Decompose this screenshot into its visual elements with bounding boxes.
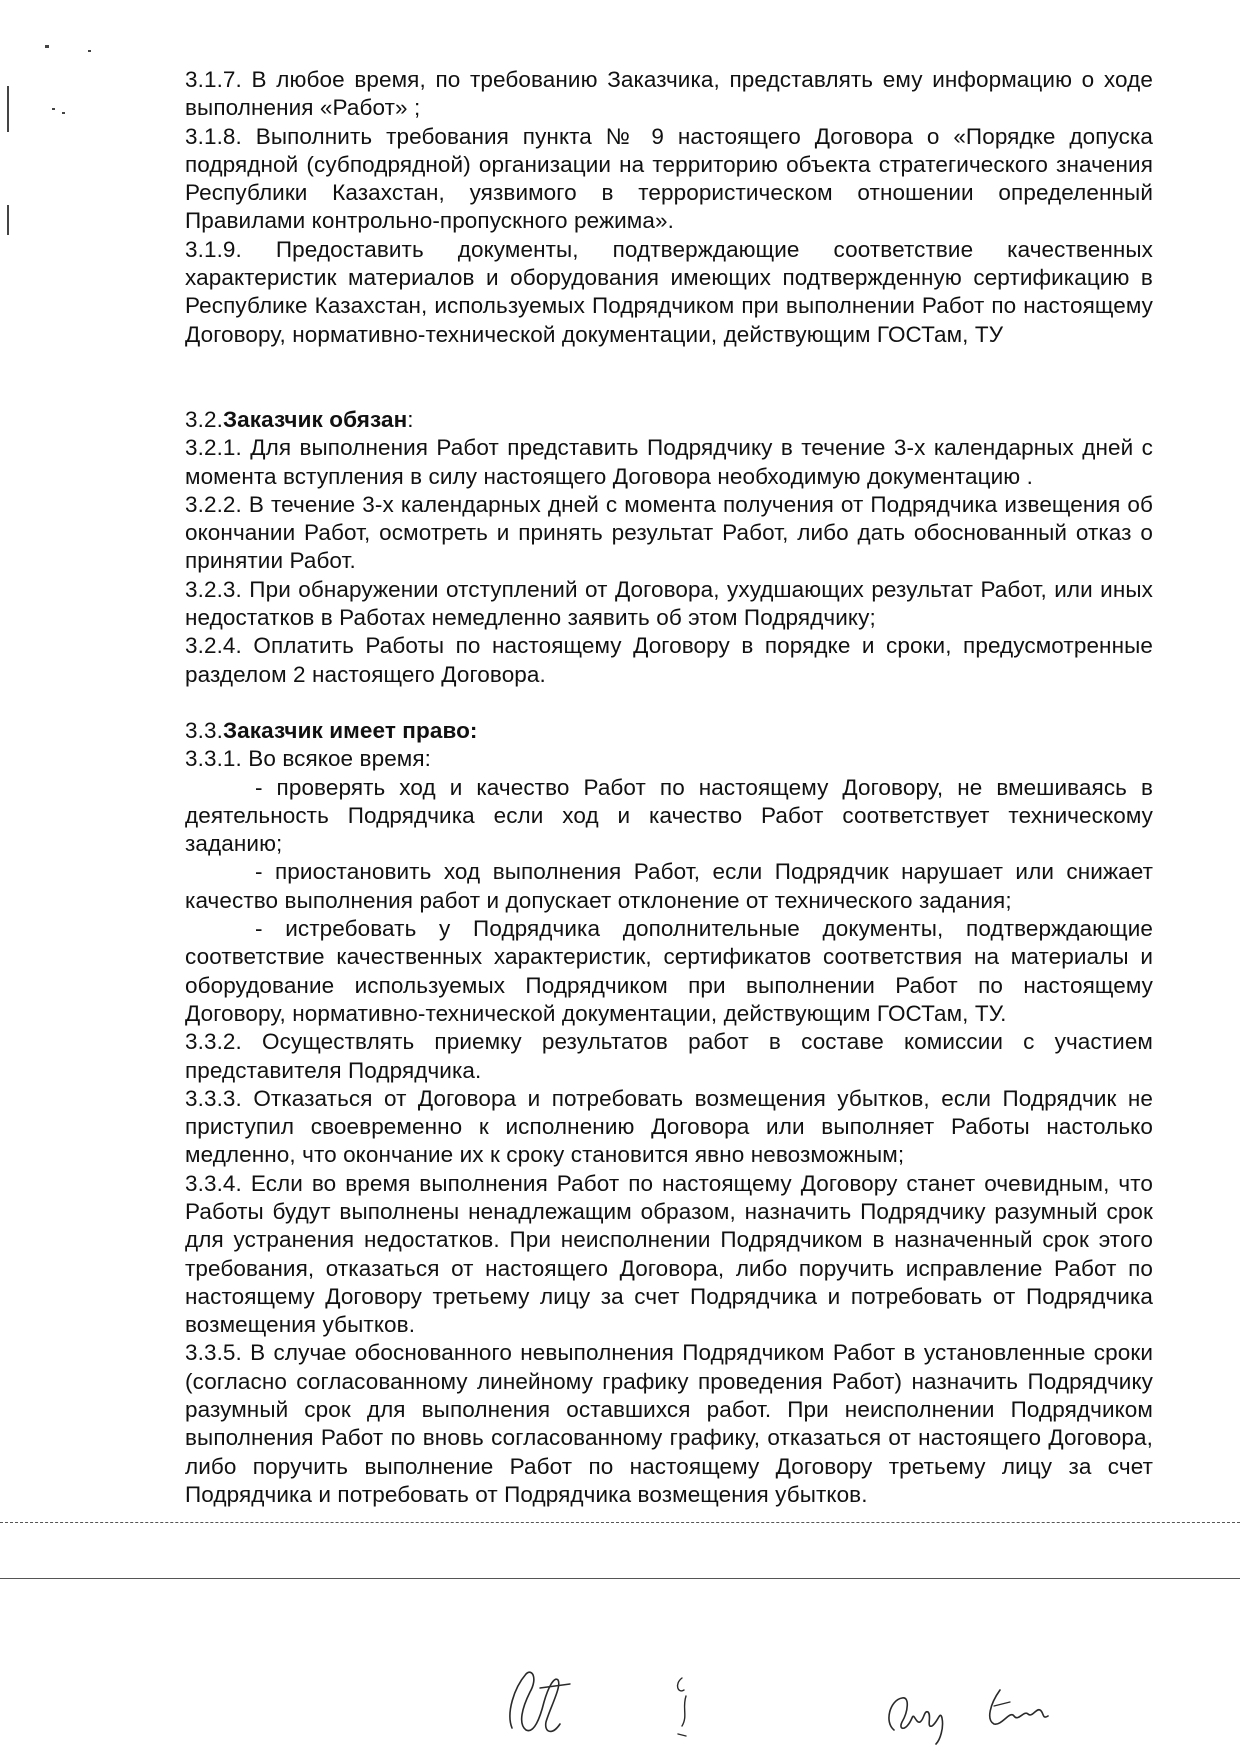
scan-crease-line (0, 1578, 1240, 1579)
clause-3-2-2: 3.2.2. В течение 3-х календарных дней с момента получения от Подрядчика извещения об окончании Работ, осмотреть и принять результат Работ, либо дать обоснованный отказ о принятии Работ. (185, 491, 1153, 574)
section-3-2-number: 3.2. (185, 406, 223, 432)
clause-3-3-5: 3.3.5. В случае обоснованного невыполнения Подрядчиком Работ в установленные сроки (согласно согласованному линейному графику проведения Работ) назначить Подрядчику разумный срок для выполнения оставшихся работ. При неисполнении Подрядчиком выполнения Работ по вновь согласованному графику, отказаться от настоящего Договора, либо поручить выполнение Работ по настоящему Договору третьему лицу за счет Подрядчика и потребовать от Подрядчика возмещения убытков. (185, 1340, 1153, 1507)
clause-3-3-2: 3.3.2. Осуществлять приемку результатов работ в составе комиссии с участием представителя Подрядчика. (185, 1029, 1153, 1083)
spacer (185, 349, 1153, 406)
signature-initials-1 (500, 1658, 590, 1744)
scan-artifact (7, 205, 9, 235)
signature-1 (880, 1688, 960, 1748)
clause-3-2-4: 3.2.4. Оплатить Работы по настоящему Договору в порядке и сроки, предусмотренные разделом 2 настоящего Договора. (185, 633, 1153, 687)
scan-artifact (62, 112, 65, 114)
clause-3-3-3: 3.3.3. Отказаться от Договора и потребовать возмещения убытков, если Подрядчик не приступил своевременно к исполнению Договора или выполняет Работы настолько медленно, что окончание их к сроку становится явно невозможным; (185, 1085, 1153, 1168)
scan-artifact (7, 86, 9, 132)
scan-crease-line (0, 1522, 1240, 1523)
section-3-2-title: Заказчик обязан (222, 406, 408, 432)
signature-2 (980, 1680, 1060, 1740)
scan-artifact (45, 45, 49, 48)
clause-3-3-1-item-a: - проверять ход и качество Работ по настоящему Договору, не вмешиваясь в деятельность Подрядчика если ход и качество Работ соответствует техническому заданию; (185, 774, 1153, 857)
clause-3-2-3: 3.2.3. При обнаружении отступлений от Договора, ухудшающих результат Работ, или иных недостатков в Работах немедленно заявить об этом Подрядчику; (185, 576, 1153, 631)
clause-3-3-1-item-c: - истребовать у Подрядчика дополнительные документы, подтверждающие соответствие качественных характеристик, сертификатов соответствия на материалы и оборудование используемых Подрядчиком при выполнении Работ по настоящему Договору, нормативно-технической документации, действующим ГОСТам, ТУ. (185, 916, 1153, 1026)
section-3-2-colon: : (407, 406, 414, 432)
section-3-3-heading (185, 717, 1153, 745)
clause-3-1-9: 3.1.9. Предоставить документы, подтверждающие соответствие качественных характеристик материалов и оборудования имеющих подтвержденную сертификацию в Республике Казахстан, используемых Подрядчиком при выполнении Работ по настоящему Договору, нормативно-технической документации, действующим ГОСТам, ТУ (185, 236, 1153, 347)
clause-3-3-4: 3.3.4. Если во время выполнения Работ по настоящему Договору станет очевидным, что Работы будут выполнены ненадлежащим образом, назначить Подрядчику разумный срок для устранения недостатков. При неисполнении Подрядчиком в назначенный срок этого требования, отказаться от настоящего Договора, либо поручить исправление Работ по настоящему Договору третьему лицу за счет Подрядчика и потребовать от Подрядчика возмещения убытков. (185, 1170, 1153, 1338)
clause-3-1-7: 3.1.7. В любое время, по требованию Заказчика, представлять ему информацию о ходе выполнения «Работ» ; (185, 67, 1153, 121)
section-3-2-heading (185, 406, 1153, 434)
clause-3-3-1-item-b: - приостановить ход выполнения Работ, если Подрядчик нарушает или снижает качество выполнения работ и допускает отклонение от технического задания; (185, 859, 1153, 913)
clause-3-2-1: 3.2.1. Для выполнения Работ представить Подрядчику в течение 3-х календарных дней с момента вступления в силу настоящего Договора необходимую документацию . (185, 435, 1153, 489)
scan-artifact (88, 50, 91, 52)
section-3-3-title: Заказчик имеет право: (222, 717, 478, 743)
clause-3-1-8: 3.1.8. Выполнить требования пункта № 9 настоящего Договора о «Порядке допуска подрядной (субподрядной) организации на территорию объекта стратегического значения Республики Казахстан, уязвимого в террористическом отношении определенный Правилами контрольно-пропускного режима». (185, 123, 1153, 234)
scan-artifact (52, 108, 55, 110)
document-body (185, 66, 1153, 1509)
section-3-3-number: 3.3. (185, 717, 223, 743)
clause-3-3-1: 3.3.1. Во всякое время: (185, 746, 432, 772)
signature-initials-2 (664, 1670, 704, 1750)
spacer (185, 689, 1153, 717)
